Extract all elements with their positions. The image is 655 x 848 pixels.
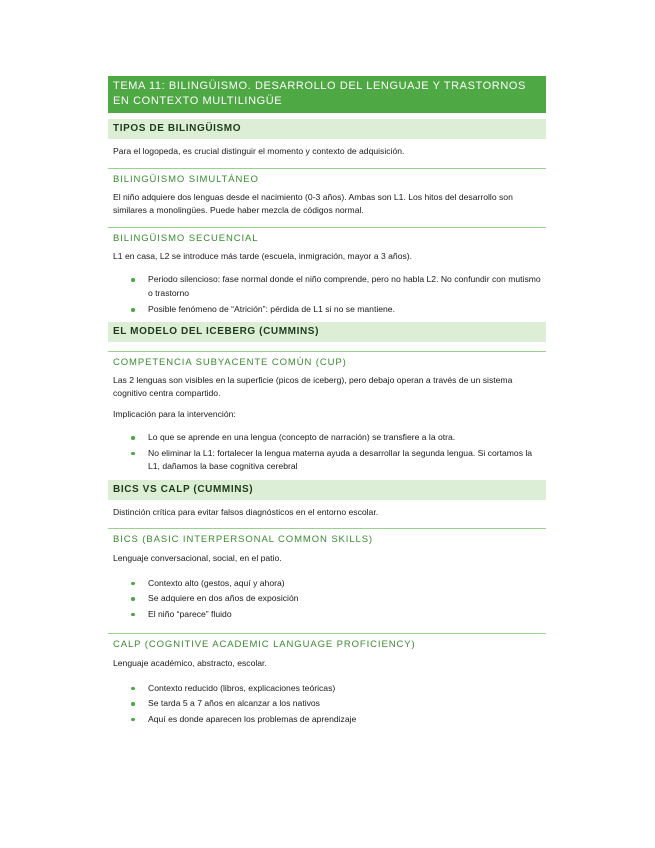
bullet-dot-icon <box>131 278 135 282</box>
bullet-dot-icon <box>131 687 135 691</box>
bullet-dot-icon <box>131 452 135 456</box>
list-item: Aquí es donde aparecen los problemas de aprendizaje <box>108 713 546 727</box>
list-item: No eliminar la L1: fortalecer la lengua materna ayuda a desarrollar la segunda lengua. Si cortamos la L1, dañamos la base cognitiva cerebral <box>108 447 546 474</box>
subheading-simultaneo: BILINGÜISMO SIMULTÁNEO <box>108 168 546 187</box>
section-intro-bics-calp: Distinción crítica para evitar falsos diagnósticos en el entorno escolar. <box>113 506 379 517</box>
list-item: Se adquiere en dos años de exposición <box>108 592 546 606</box>
bullet-dot-icon <box>131 718 135 722</box>
paragraph-cup: Las 2 lenguas son visibles en la superficie (picos de iceberg), pero debajo operan a través de un sistema cognitivo centra compartido. <box>113 374 513 398</box>
bullet-list-cup <box>108 431 546 474</box>
list-item: Se tarda 5 a 7 años en alcanzar a los nativos <box>108 697 546 711</box>
subheading-secuencial: BILINGÜISMO SECUENCIAL <box>108 227 546 246</box>
paragraph-calp: Lenguaje académico, abstracto, escolar. <box>113 658 267 668</box>
section-heading-tipos: TIPOS DE BILINGÜISMO <box>108 119 546 139</box>
document-title: TEMA 11: BILINGÜISMO. DESARROLLO DEL LENGUAJE Y TRASTORNOS EN CONTEXTO MULTILINGÜE <box>108 76 546 113</box>
bullet-dot-icon <box>131 582 135 586</box>
list-item: Contexto alto (gestos, aquí y ahora) <box>108 577 546 591</box>
bullet-dot-icon <box>131 702 135 706</box>
list-item: Periodo silencioso: fase normal donde el niño comprende, pero no habla L2. No confundir con mutismo o trastorno <box>108 273 546 300</box>
paragraph-simultaneo: El niño adquiere dos lenguas desde el nacimiento (0-3 años). Ambas son L1. Los hitos del desarrollo son similares a monolingües. Puede haber mezcla de códigos normal. <box>113 191 513 215</box>
bullet-dot-icon <box>131 436 135 440</box>
bullet-list-calp <box>108 682 546 727</box>
subheading-bics: BICS (BASIC INTERPERSONAL COMMON SKILLS) <box>108 528 546 547</box>
paragraph-secuencial: L1 en casa, L2 se introduce más tarde (escuela, inmigración, mayor a 3 años). <box>113 250 413 261</box>
section-heading-bics-calp: BICS VS CALP (CUMMINS) <box>108 480 546 500</box>
subheading-cup: COMPETENCIA SUBYACENTE COMÚN (CUP) <box>108 351 546 370</box>
section-intro-tipos: Para el logopeda, es crucial distinguir el momento y contexto de adquisición. <box>113 146 405 156</box>
bullet-dot-icon <box>131 308 135 312</box>
document-content <box>108 76 546 726</box>
bullet-dot-icon <box>131 597 135 601</box>
subheading-calp: CALP (COGNITIVE ACADEMIC LANGUAGE PROFICIENCY) <box>108 633 546 652</box>
section-heading-iceberg: EL MODELO DEL ICEBERG (CUMMINS) <box>108 322 546 342</box>
list-item: Posible fenómeno de “Atrición”: pérdida de L1 si no se mantiene. <box>108 303 546 317</box>
paragraph-bics: Lenguaje conversacional, social, en el patio. <box>113 553 282 563</box>
bullet-list-secuencial <box>108 273 546 317</box>
list-item: Contexto reducido (libros, explicaciones teóricas) <box>108 682 546 696</box>
list-item: El niño “parece” fluido <box>108 608 546 622</box>
list-item: Lo que se aprende en una lengua (concepto de narración) se transfiere a la otra. <box>108 431 546 445</box>
bullet-list-bics <box>108 577 546 622</box>
bullet-dot-icon <box>131 613 135 617</box>
paragraph-implicacion: Implicación para la intervención: <box>113 408 236 419</box>
